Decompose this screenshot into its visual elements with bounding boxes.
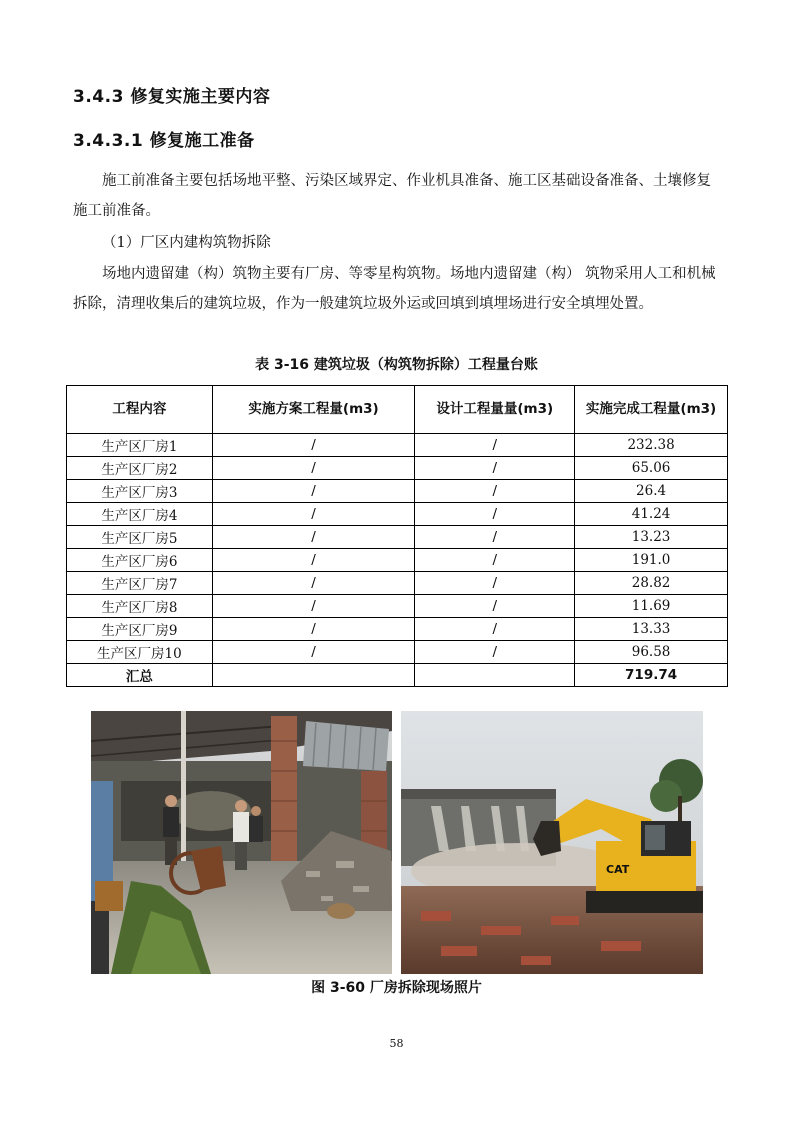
table-cell: /	[212, 595, 415, 618]
table-cell: 生产区厂房5	[67, 526, 213, 549]
table-cell: /	[415, 549, 575, 572]
table-cell: 生产区厂房10	[67, 641, 213, 664]
table-cell: 41.24	[575, 503, 728, 526]
table-cell: 232.38	[575, 434, 728, 457]
table-cell: /	[212, 457, 415, 480]
subsection-heading: 3.4.3.1 修复施工准备	[73, 131, 255, 151]
table-row	[67, 549, 728, 572]
table-cell: /	[415, 434, 575, 457]
table-row	[67, 595, 728, 618]
table-cell: 28.82	[575, 572, 728, 595]
table-total-row	[67, 664, 728, 687]
table-cell: 13.33	[575, 618, 728, 641]
table-caption: 表 3-16 建筑垃圾（构筑物拆除）工程量台账	[255, 357, 538, 373]
section-heading: 3.4.3 修复实施主要内容	[73, 87, 271, 107]
photo-excavator-site	[401, 711, 703, 974]
paragraph-demolition	[73, 259, 723, 319]
table-cell: 生产区厂房2	[67, 457, 213, 480]
factory-demolition-photo	[91, 711, 392, 974]
table-cell: 96.58	[575, 641, 728, 664]
table-cell: /	[212, 434, 415, 457]
table-cell: 生产区厂房7	[67, 572, 213, 595]
table-cell: 生产区厂房3	[67, 480, 213, 503]
table-row	[67, 503, 728, 526]
table-cell: /	[415, 641, 575, 664]
table-cell: 11.69	[575, 595, 728, 618]
table-cell: /	[415, 480, 575, 503]
table-cell: /	[415, 618, 575, 641]
column-header: 设计工程量量(m3)	[415, 386, 575, 434]
table-cell: 191.0	[575, 549, 728, 572]
page-number: 58	[389, 1037, 404, 1050]
table-row	[67, 457, 728, 480]
table-cell: 13.23	[575, 526, 728, 549]
table-row	[67, 618, 728, 641]
table-cell: /	[212, 618, 415, 641]
table-cell: 生产区厂房9	[67, 618, 213, 641]
table-cell: /	[212, 526, 415, 549]
table-total-cell: 719.74	[575, 664, 728, 687]
table-cell: 生产区厂房6	[67, 549, 213, 572]
table-cell: 生产区厂房1	[67, 434, 213, 457]
table-total-cell: 汇总	[67, 664, 213, 687]
excavator-brand-label: CAT	[606, 863, 630, 876]
table-cell: 生产区厂房4	[67, 503, 213, 526]
table-row	[67, 480, 728, 503]
table-cell: /	[415, 526, 575, 549]
paragraph-preparation	[73, 166, 723, 226]
column-header: 实施完成工程量(m3)	[575, 386, 728, 434]
table-cell: 26.4	[575, 480, 728, 503]
table-cell: /	[212, 480, 415, 503]
table-cell: /	[212, 549, 415, 572]
table-cell: /	[415, 595, 575, 618]
table-cell: /	[212, 572, 415, 595]
table-cell: 65.06	[575, 457, 728, 480]
table-cell: /	[415, 572, 575, 595]
quantity-table	[66, 385, 728, 687]
table-row	[67, 434, 728, 457]
column-header: 实施方案工程量(m3)	[212, 386, 415, 434]
table-cell: /	[212, 641, 415, 664]
photo-factory-interior	[91, 711, 392, 974]
table-row	[67, 641, 728, 664]
figure-caption: 图 3-60 厂房拆除现场照片	[311, 980, 482, 996]
table-cell: /	[212, 503, 415, 526]
table-cell: /	[415, 503, 575, 526]
table-row	[67, 526, 728, 549]
paragraph-preparation-text: 施工前准备主要包括场地平整、污染区域界定、作业机具准备、施工区基础设备准备、土壤修复施工前准备。	[73, 173, 711, 219]
table-empty-cell	[415, 664, 575, 687]
paragraph-demolition-text: 场地内遗留建（构）筑物主要有厂房、等零星构筑物。场地内遗留建（构） 筑物采用人工和机械拆除，清理收集后的建筑垃圾，作为一般建筑垃圾外运或回填到填埋场进行安全填埋处置。	[73, 266, 716, 312]
table-body	[67, 434, 728, 687]
table-header-row	[67, 386, 728, 434]
table-empty-cell	[212, 664, 415, 687]
list-item-demolition: （1）厂区内建构筑物拆除	[102, 235, 271, 251]
table-cell: 生产区厂房8	[67, 595, 213, 618]
excavator-demolition-photo	[401, 711, 703, 974]
table-cell: /	[415, 457, 575, 480]
table-row	[67, 572, 728, 595]
column-header: 工程内容	[67, 386, 213, 434]
